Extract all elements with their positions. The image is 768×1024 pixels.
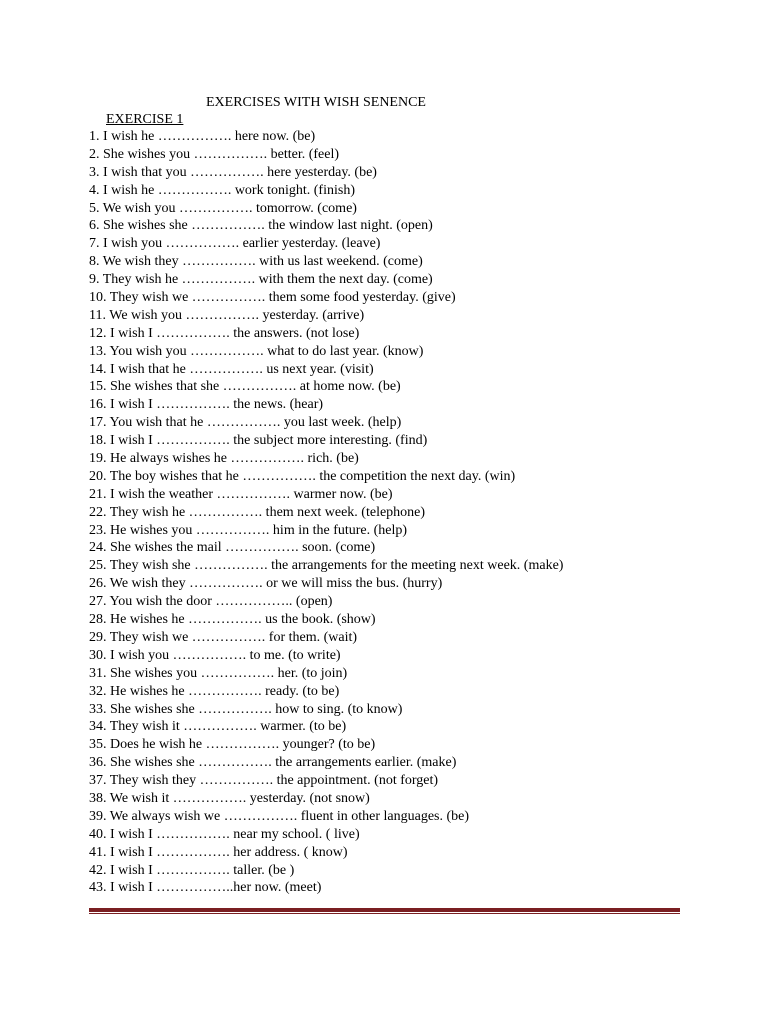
exercise-item: 12. I wish I ……………. the answers. (not lose) [89, 325, 360, 341]
exercise-item: 1. I wish he ……………. here now. (be) [89, 129, 316, 144]
footer-rule-thick-line [89, 908, 680, 912]
exercise-item: 16. I wish I ……………. the news. (hear) [89, 397, 324, 413]
exercise-item: 28. He wishes he ……………. us the book. (show) [89, 612, 376, 628]
exercise-item: 10. They wish we ……………. them some food yesterday. (give) [89, 290, 456, 306]
exercise-item: 3. I wish that you ……………. here yesterday. (be) [89, 164, 377, 180]
exercise-item: 19. He always wishes he ……………. rich. (be) [89, 451, 359, 467]
exercise-item: 26. We wish they ……………. or we will miss the bus. (hurry) [89, 576, 443, 592]
exercise-item: 13. You wish you ……………. what to do last year. (know) [89, 343, 424, 359]
exercise-item: 20. The boy wishes that he ……………. the competition the next day. (win) [89, 468, 516, 484]
exercise-item: 4. I wish he ……………. work tonight. (finish) [89, 182, 355, 198]
exercise-item: 14. I wish that he ……………. us next year. (visit) [89, 361, 374, 377]
exercise-item: 17. You wish that he ……………. you last week. (help) [89, 415, 402, 431]
exercise-item: 37. They wish they ……………. the appointment. (not forget) [89, 773, 439, 789]
exercise-item: 33. She wishes she ……………. how to sing. (to know) [89, 701, 403, 717]
exercise-item: 6. She wishes she ……………. the window last night. (open) [89, 218, 433, 234]
exercise-item: 8. We wish they ……………. with us last weekend. (come) [89, 254, 423, 270]
exercise-item: 42. I wish I ……………. taller. (be ) [89, 862, 295, 878]
exercise-item: 11. We wish you ……………. yesterday. (arrive) [89, 307, 365, 323]
exercise-item: 34. They wish it ……………. warmer. (to be) [89, 719, 347, 735]
exercise-item: 24. She wishes the mail ……………. soon. (come) [89, 540, 376, 556]
exercise-heading: EXERCISE 1 [106, 112, 184, 127]
exercise-item: 7. I wish you ……………. earlier yesterday. (leave) [89, 236, 381, 252]
exercise-item: 15. She wishes that she ……………. at home now. (be) [89, 379, 401, 395]
exercise-item: 41. I wish I ……………. her address. ( know) [89, 844, 348, 860]
exercise-item: 5. We wish you ……………. tomorrow. (come) [89, 200, 357, 216]
exercise-item: 25. They wish she ……………. the arrangements for the meeting next week. (make) [89, 558, 564, 574]
exercise-item: 39. We always wish we ……………. fluent in other languages. (be) [89, 808, 470, 824]
footer-rule-thin-line [89, 913, 680, 914]
exercise-item: 29. They wish we ……………. for them. (wait) [89, 629, 358, 645]
exercise-item: 30. I wish you ……………. to me. (to write) [89, 647, 341, 663]
exercise-item: 32. He wishes he ……………. ready. (to be) [89, 683, 340, 699]
footer-rule [89, 908, 680, 914]
exercise-item: 27. You wish the door …………….. (open) [89, 594, 333, 610]
exercise-item: 35. Does he wish he ……………. younger? (to be) [89, 737, 376, 753]
exercise-item: 43. I wish I ……………..her now. (meet) [89, 880, 322, 896]
exercise-item: 2. She wishes you ……………. better. (feel) [89, 146, 340, 162]
exercise-item: 18. I wish I ……………. the subject more interesting. (find) [89, 433, 428, 449]
exercise-item: 23. He wishes you ……………. him in the future. (help) [89, 522, 408, 538]
exercise-item: 36. She wishes she ……………. the arrangements earlier. (make) [89, 755, 457, 771]
exercise-item: 40. I wish I ……………. near my school. ( live) [89, 826, 360, 842]
exercise-list [89, 128, 729, 897]
exercise-item: 31. She wishes you ……………. her. (to join) [89, 665, 348, 681]
page-title: EXERCISES WITH WISH SENENCE [206, 95, 426, 110]
exercise-item: 21. I wish the weather ……………. warmer now. (be) [89, 486, 393, 502]
exercise-item: 9. They wish he ……………. with them the next day. (come) [89, 272, 433, 288]
exercise-item: 38. We wish it ……………. yesterday. (not snow) [89, 790, 370, 806]
exercise-item: 22. They wish he ……………. them next week. (telephone) [89, 504, 426, 520]
